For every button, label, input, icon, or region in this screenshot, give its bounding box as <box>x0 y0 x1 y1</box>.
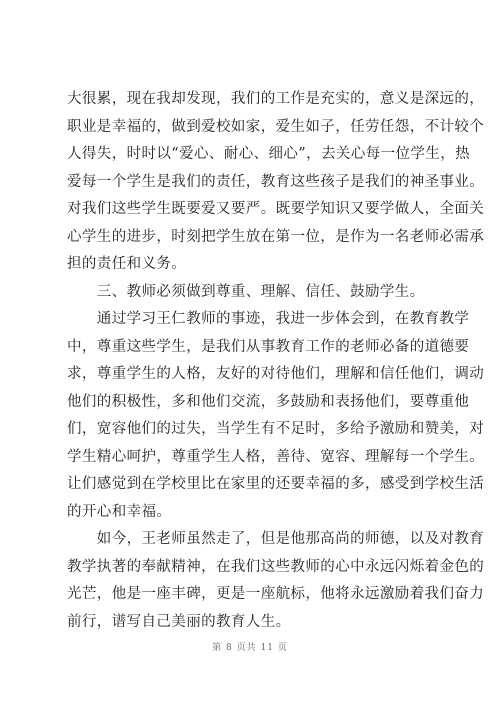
text-line: 光芒，他是一座丰碑，更是一座航标，他将永远激励着我们奋力 <box>67 586 485 602</box>
footer-suffix: 页 <box>277 643 288 653</box>
text-line: 的开心和幸福。 <box>67 503 172 520</box>
footer-middle: 页共 <box>236 643 257 653</box>
text-line: 他们的积极性，多和他们交流，多鼓励和表扬他们，要尊重他 <box>67 393 470 410</box>
text-line: 人得失，时时以“爱心、耐心、细心”，去关心每一位学生，热 <box>67 146 471 162</box>
text-line: 大很累，现在我却发现，我们的工作是充实的，意义是深远的， <box>67 91 485 107</box>
text-line: 对我们这些学生既要爱又要严。既要学知识又要学做人，全面关 <box>67 201 485 217</box>
page-footer <box>0 640 500 653</box>
paragraph-1 <box>67 86 485 279</box>
text-line: 中，尊重这些学生，是我们从事教育工作的老师必备的道德要 <box>67 338 470 355</box>
text-line: 前行，谱写自己美丽的教育人生。 <box>67 613 291 630</box>
text-line: 学生精心呵护，尊重学生人格，善待、宽容、理解每一个学生。 <box>67 448 485 465</box>
footer-total-pages: 11 <box>260 643 274 653</box>
paragraph-3 <box>67 526 485 636</box>
paragraph-2 <box>67 306 485 526</box>
text-line: 让们感觉到在学校里比在家里的还要幸福的多，感受到学校生活 <box>67 476 485 492</box>
text-line: 们，宽容他们的过失，当学生有不足时，多给予激励和赞美，对 <box>67 421 485 437</box>
text-line: 通过学习王仁教师的事迹，我进一步体会到，在教育教学 <box>67 311 470 327</box>
body-text <box>67 86 485 636</box>
text-line: 求，尊重学生的人格，友好的对待他们，理解和信任他们，调动 <box>67 366 485 382</box>
text-line: 心学生的进步，时刻把学生放在第一位，是作为一名老师必需承 <box>67 228 485 245</box>
text-line: 如今，王老师虽然走了，但是他那高尚的师德，以及对教育 <box>67 531 485 547</box>
text-line: 职业是幸福的，做到爱校如家，爱生如子，任劳任怨，不计较个 <box>67 118 485 135</box>
text-line: 三、教师必须做到尊重、理解、信任、鼓励学生。 <box>67 283 425 300</box>
text-line: 担的责任和义务。 <box>67 256 187 272</box>
text-line: 爱每一个学生是我们的责任，教育这些孩子是我们的神圣事业。 <box>67 173 485 190</box>
section-heading-3 <box>67 279 439 307</box>
footer-page-number: 8 <box>226 643 233 653</box>
text-line: 教学执著的奉献精神，在我们这些教师的心中永远闪烁着金色的 <box>67 558 485 575</box>
footer-prefix: 第 <box>212 643 223 653</box>
